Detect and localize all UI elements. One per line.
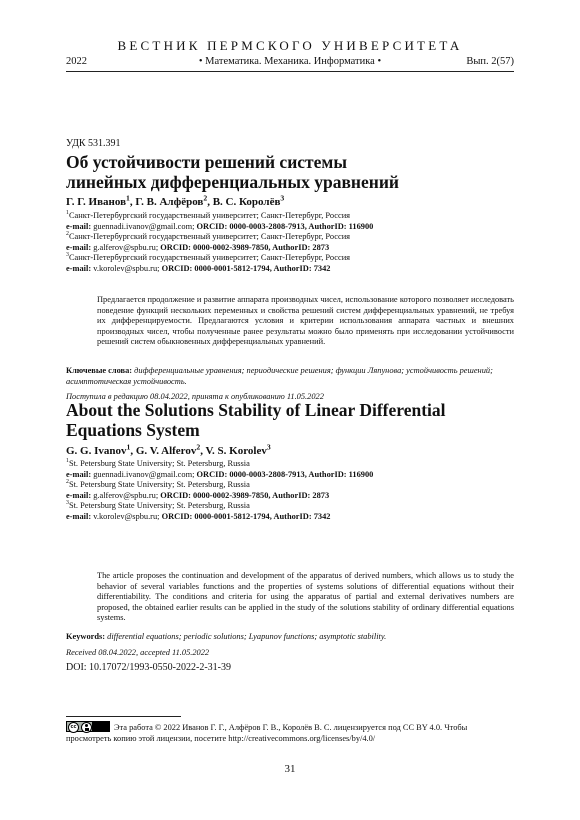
author-sup: 2 (196, 442, 201, 452)
footnote-divider (66, 716, 181, 717)
udc-code: УДК 531.391 (66, 138, 121, 149)
affiliation-contact: e-mail: v.korolev@spbu.ru; ORCID: 0000-0001-5812-1794, AuthorID: 7342 (66, 511, 331, 521)
author-sup: 1 (126, 442, 131, 452)
affiliation-contact: e-mail: guennadi.ivanov@gmail.com; ORCID: 0000-0003-2808-7913, AuthorID: 116900 (66, 469, 374, 479)
ru-authors: Г. Г. Иванов$^1$, Г. В. Алфёров$^2$, В. С. Королёв$^3$ (66, 193, 285, 208)
affiliation: $^3$Санкт-Петербургский государственный университет; Санкт-Петербург, Россия (66, 252, 351, 263)
license-text: Эта работа © 2022 Иванов Г. Г., Алфёров Г. В., Королёв В. С. лицензируется под CC BY 4.0. Чтобы просмотреть копию этой лицензии, посетите http://creativecommons.org/licenses/by/4.0/ (66, 723, 468, 743)
author-name: V. S. Korolev (205, 445, 267, 457)
en-title (66, 400, 514, 440)
author-sup: 3 (266, 442, 271, 452)
en-affiliations (66, 459, 514, 523)
email-link[interactable]: v.korolev@spbu.ru; (93, 511, 160, 521)
author-name: G. G. Ivanov (66, 445, 127, 457)
doi[interactable]: DOI: 10.17072/1993-0550-2022-2-31-39 (66, 662, 231, 673)
affiliation-contact: e-mail: v.korolev@spbu.ru; ORCID: 0000-0001-5812-1794, AuthorID: 7342 (66, 263, 331, 273)
ru-title-line-1: Об устойчивости решений системы (66, 152, 347, 172)
ru-abstract: Предлагается продолжение и развитие аппарата производных чисел, использование которого позволяет исследовать поведение функций нескольких переменных и свойства решений систем дифференциальных уравнений, не требуя их дифференцируемости. Предлагаются условия и критерии использования аппарата частных и внешних производных чисел, чтобы полученные ранее результаты можно было применять при исследовании устойчивости решений систем обыкновенных дифференциальных уравнений. (97, 295, 514, 347)
affiliation: $^1$St. Petersburg State University; St. Petersburg, Russia (66, 458, 250, 468)
en-keywords: Keywords: differential equations; periodic solutions; Lyapunov functions; asymptotic stability. (66, 632, 387, 641)
email-link[interactable]: guennadi.ivanov@gmail.com; (93, 469, 195, 479)
affiliation: $^2$Санкт-Петербургский государственный университет; Санкт-Петербург, Россия (66, 231, 351, 242)
en-received: Received 08.04.2022, accepted 11.05.2022 (66, 648, 210, 657)
affiliation-contact: e-mail: guennadi.ivanov@gmail.com; ORCID: 0000-0003-2808-7913, AuthorID: 116900 (66, 221, 374, 231)
affiliation: $^2$St. Petersburg State University; St. Petersburg, Russia (66, 479, 250, 490)
en-abstract: The article proposes the continuation and development of the apparatus of derived numbers, which allows us to study the behavior of several variables functions and the properties of systems solutions of differential equations without their differentiability. The conditions and criteria for using the apparatus of partial and external derivatives numbers are proposed, the obtained earlier results can be applied in the study of the solutions stability of ordinary differential equations systems. (97, 571, 514, 623)
en-title-line-1: About the Solutions Stability of Linear Differential (66, 400, 446, 420)
author-name: G. V. Alferov (135, 445, 197, 457)
page-number: 31 (284, 763, 296, 775)
ru-received: Поступила в редакцию 08.04.2022, принята к опубликованию 11.05.2022 (66, 392, 324, 401)
author-name: В. С. Королёв (212, 196, 281, 208)
affiliation-contact: e-mail: g.alferov@spbu.ru; ORCID: 0000-0002-3989-7850, AuthorID: 2873 (66, 242, 330, 252)
header-section: • Математика. Механика. Информатика • (198, 56, 382, 67)
ru-title-line-2: линейных дифференциальных уравнений (66, 172, 400, 192)
email-link[interactable]: g.alferov@spbu.ru; (93, 490, 159, 500)
affiliation: $^3$St. Petersburg State University; St. Petersburg, Russia (66, 500, 250, 511)
ru-affiliations (66, 211, 514, 275)
en-authors: G. G. Ivanov$^1$, G. V. Alferov$^2$, V. S. Korolev$^3$ (66, 442, 271, 457)
cc-by-badge-icon[interactable]: cc (66, 721, 110, 732)
affiliation: $^1$Санкт-Петербургский государственный университет; Санкт-Петербург, Россия (66, 210, 351, 220)
email-link[interactable]: v.korolev@spbu.ru; (93, 263, 160, 273)
header-year: 2022 (66, 56, 87, 67)
author-sup: 2 (203, 193, 208, 203)
email-link[interactable]: guennadi.ivanov@gmail.com; (93, 221, 195, 231)
author-sup: 3 (280, 193, 285, 203)
ru-keywords: Ключевые слова: дифференциальные уравнения; периодические решения; функции Ляпунова; устойчивость решений; асимптотическая устойчивость. (66, 366, 493, 386)
license-notice (66, 721, 514, 744)
author-name: Г. В. Алфёров (135, 196, 204, 208)
ru-title (66, 152, 514, 192)
author-sup: 1 (126, 193, 130, 203)
running-header (66, 56, 514, 69)
journal-name: ВЕСТНИК ПЕРМСКОГО УНИВЕРСИТЕТА (117, 38, 463, 53)
author-name: Г. Г. Иванов (66, 196, 127, 208)
affiliation-contact: e-mail: g.alferov@spbu.ru; ORCID: 0000-0002-3989-7850, AuthorID: 2873 (66, 490, 330, 500)
header-divider (66, 71, 514, 72)
header-issue: Вып. 2(57) (466, 56, 514, 67)
email-link[interactable]: g.alferov@spbu.ru; (93, 242, 159, 252)
en-title-line-2: Equations System (66, 420, 200, 440)
